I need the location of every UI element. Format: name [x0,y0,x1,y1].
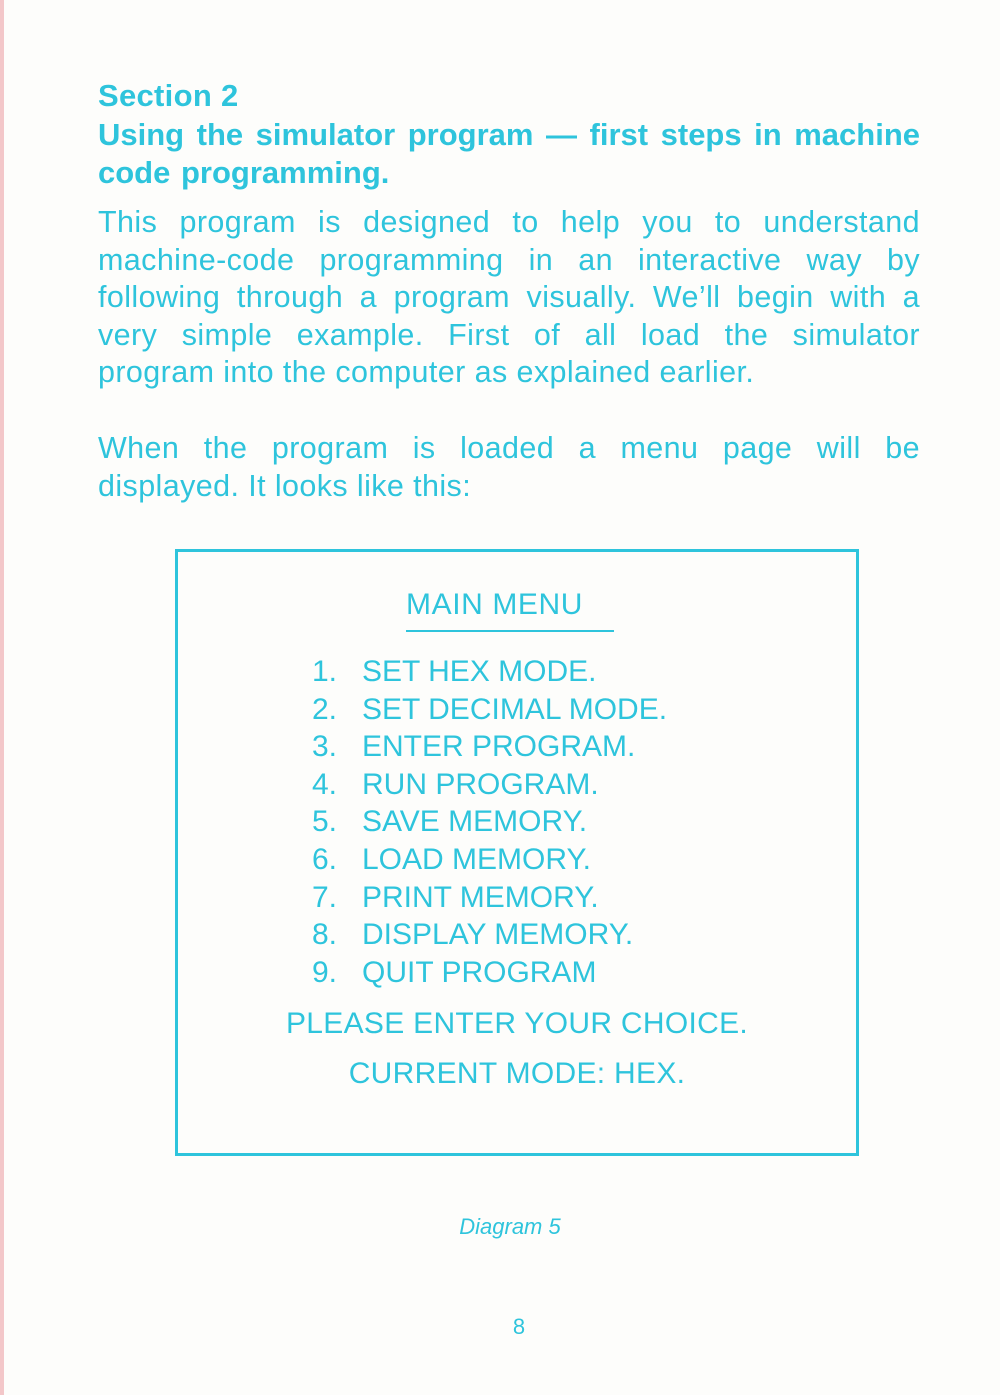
diagram-caption: Diagram 5 [459,1214,561,1239]
menu-item-label: QUIT PROGRAM [362,955,597,989]
menu-item-label: PRINT MEMORY. [362,880,599,914]
menu-item-number: 3. [312,730,338,764]
menu-item-set-decimal-mode [312,691,667,729]
menu-title: MAIN MENU [406,588,584,621]
menu-item-quit-program [312,954,667,992]
menu-item-set-hex-mode [312,653,667,691]
menu-intro-paragraph: When the program is loaded a menu page will be displayed. It looks like this: [98,431,920,503]
menu-item-number: 9. [312,955,338,989]
menu-item-number: 8. [312,918,338,952]
menu-item-display-memory [312,916,667,954]
menu-item-label: SET HEX MODE. [362,655,597,688]
menu-item-number: 6. [312,842,338,876]
menu-item-run-program [312,766,667,804]
menu-item-save-memory [312,803,667,841]
choice-prompt: PLEASE ENTER YOUR CHOICE. [285,1007,749,1040]
menu-item-label: ENTER PROGRAM. [362,730,636,764]
menu-item-print-memory [312,879,667,917]
menu-item-label: SAVE MEMORY. [362,805,588,839]
current-mode-status: CURRENT MODE: HEX. [348,1057,686,1090]
menu-item-number: 7. [312,880,338,914]
menu-item-number: 4. [312,767,338,801]
menu-item-label: LOAD MEMORY. [362,842,591,876]
menu-title-underline [406,630,614,632]
menu-item-label: RUN PROGRAM. [362,767,599,801]
page-margin-rule [0,0,4,1395]
menu-item-label: DISPLAY MEMORY. [362,918,634,952]
main-menu-screen [175,549,859,1156]
menu-item-number: 1. [312,655,338,688]
menu-item-number: 5. [312,805,338,839]
menu-item-enter-program [312,728,667,766]
menu-item-load-memory [312,841,667,879]
menu-item-label: SET DECIMAL MODE. [362,692,668,726]
menu-list [312,653,667,991]
page-number: 8 [512,1314,526,1339]
section-title: Using the simulator program — first steps in machine code programming. [98,117,920,190]
menu-item-number: 2. [312,692,338,726]
intro-paragraph: This program is designed to help you to understand machine-code programming in an interactive way by following through a program visually. We’ll begin with a very simple example. First of all load the simulator program into the computer as explained earlier. [98,205,920,390]
section-label: Section 2 [98,78,239,113]
